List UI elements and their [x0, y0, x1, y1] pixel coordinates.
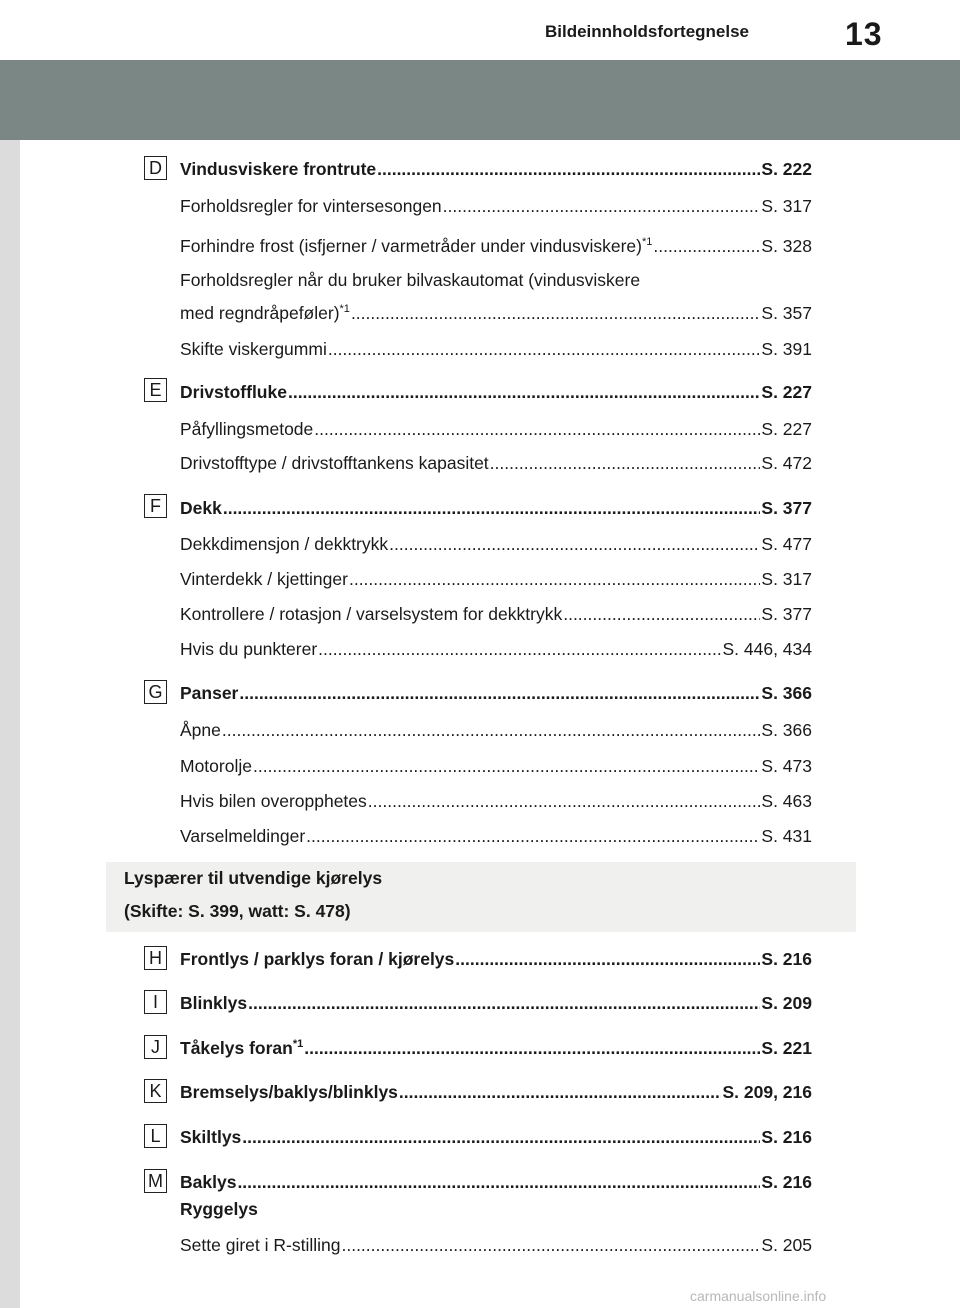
toc-entry[interactable]: [180, 158, 812, 180]
lamp-box-note: (Skifte: S. 399, watt: S. 478): [124, 901, 351, 921]
toc-entry[interactable]: [180, 452, 812, 474]
toc-entry[interactable]: [180, 755, 812, 777]
toc-entry[interactable]: [180, 235, 812, 257]
entry-label: Drivstoffluke: [180, 382, 287, 402]
entry-label: Bremselys/baklys/blinklys: [180, 1082, 398, 1102]
toc-entry[interactable]: [180, 418, 812, 440]
entry-label: Baklys: [180, 1172, 237, 1192]
entry-page: S. 216: [761, 1127, 812, 1147]
entry-label: Frontlys / parklys foran / kjørelys: [180, 949, 455, 969]
header-title: Bildeinnholdsfortegnelse: [545, 22, 750, 41]
entry-label: Varselmeldinger: [180, 826, 306, 846]
entry-label: Forhindre frost (isfjerner / varmetråder under vindusviskere): [180, 236, 642, 256]
entry-page: S. 377: [761, 604, 812, 624]
entry-label: Kontrollere / rotasjon / varselsystem for dekktrykk: [180, 604, 563, 624]
entry-page: S. 446, 434: [722, 639, 812, 659]
toc-entry[interactable]: [180, 1126, 812, 1148]
entry-label: Vinterdekk / kjettinger: [180, 569, 348, 589]
entry-page: S. 209, 216: [722, 1082, 812, 1102]
toc-entry[interactable]: [180, 948, 812, 970]
toc-entry[interactable]: [180, 603, 812, 625]
toc-entry[interactable]: [180, 1037, 812, 1059]
entry-page: S. 209: [761, 993, 812, 1013]
entry-label: med regndråpeføler): [180, 303, 340, 323]
entry-label: Motorolje: [180, 756, 252, 776]
page-header: [0, 0, 960, 60]
entry-label: Tåkelys foran: [180, 1038, 293, 1058]
entry-label: Dekkdimensjon / dekktrykk: [180, 534, 389, 554]
entry-page: S. 366: [761, 683, 812, 703]
entry-page: S. 366: [761, 720, 812, 740]
letter-badge-k: K: [144, 1079, 167, 1103]
toc-entry[interactable]: [180, 1171, 812, 1193]
lamp-box-title: Lyspærer til utvendige kjørelys: [124, 868, 383, 888]
toc-entry[interactable]: [180, 825, 812, 847]
toc-entry[interactable]: [180, 302, 812, 324]
letter-badge-d: D: [144, 156, 167, 180]
watermark: carmanualsonline.info: [690, 1288, 827, 1304]
entry-label: Vindusviskere frontrute: [180, 159, 377, 179]
entry-page: S. 221: [761, 1038, 812, 1058]
toc-entry[interactable]: [180, 381, 812, 403]
entry-label: Hvis du punkterer: [180, 639, 318, 659]
entry-label-line1: Forholdsregler når du bruker bilvaskautomat (vindusviskere: [180, 270, 641, 290]
entry-label: Sette giret i R-stilling: [180, 1235, 341, 1255]
toc-entry[interactable]: [180, 1081, 812, 1103]
letter-badge-f: F: [144, 494, 167, 518]
letter-badge-j: J: [144, 1035, 167, 1059]
letter-badge-i: I: [144, 990, 167, 1014]
entry-label: Åpne: [180, 720, 221, 740]
entry-label: Panser: [180, 683, 239, 703]
entry-label: Drivstofftype / drivstofftankens kapasitet: [180, 453, 489, 473]
footnote-marker: *1: [641, 236, 653, 249]
toc-entry[interactable]: [180, 338, 812, 360]
entry-page: S. 377: [761, 498, 812, 518]
entry-label: Blinklys: [180, 993, 248, 1013]
entry-label: Hvis bilen overopphetes: [180, 791, 367, 811]
toc-entry[interactable]: [180, 533, 812, 555]
entry-page: S. 472: [761, 453, 812, 473]
footnote-marker: *1: [339, 303, 350, 316]
toc-entry[interactable]: [180, 682, 812, 704]
entry-page: S. 216: [761, 949, 812, 969]
entry-page: S. 317: [761, 569, 812, 589]
letter-badge-m: M: [144, 1169, 167, 1193]
entry-label: Forholdsregler for vintersesongen: [180, 196, 442, 216]
entry-page: S. 391: [761, 339, 812, 359]
entry-page: S. 477: [761, 534, 812, 554]
header-band: [0, 60, 960, 140]
entry-page: S. 317: [761, 196, 812, 216]
toc-entry[interactable]: [180, 638, 812, 660]
entry-label: Påfyllingsmetode: [180, 419, 314, 439]
entry-page: S. 328: [761, 236, 812, 256]
entry-page: S. 227: [761, 382, 812, 402]
entry-page: S. 463: [761, 791, 812, 811]
footnote-marker: *1: [292, 1038, 304, 1051]
letter-badge-e: E: [144, 378, 167, 402]
entry-label: Skifte viskergummi: [180, 339, 327, 359]
toc-entry[interactable]: [180, 195, 812, 217]
letter-badge-g: G: [144, 680, 167, 704]
sub-heading: Ryggelys: [180, 1199, 258, 1219]
toc-entry[interactable]: [180, 1234, 812, 1256]
toc-entry[interactable]: [180, 790, 812, 812]
toc-entry[interactable]: [180, 992, 812, 1014]
entry-page: S. 357: [761, 303, 812, 323]
entry-page: S. 431: [761, 826, 812, 846]
entry-page: S. 473: [761, 756, 812, 776]
page-number: 13: [845, 16, 883, 52]
entry-page: S. 216: [761, 1172, 812, 1192]
entry-label: Skiltlys: [180, 1127, 242, 1147]
letter-badge-h: H: [144, 946, 167, 970]
left-margin-bar: [0, 140, 20, 1308]
toc-entry[interactable]: [180, 568, 812, 590]
toc-entry[interactable]: [180, 719, 812, 741]
entry-page: S. 222: [761, 159, 812, 179]
letter-badge-l: L: [144, 1124, 167, 1148]
entry-page: S. 227: [761, 419, 812, 439]
toc-entry[interactable]: [180, 497, 812, 519]
entry-page: S. 205: [761, 1235, 812, 1255]
entry-label: Dekk: [180, 498, 222, 518]
